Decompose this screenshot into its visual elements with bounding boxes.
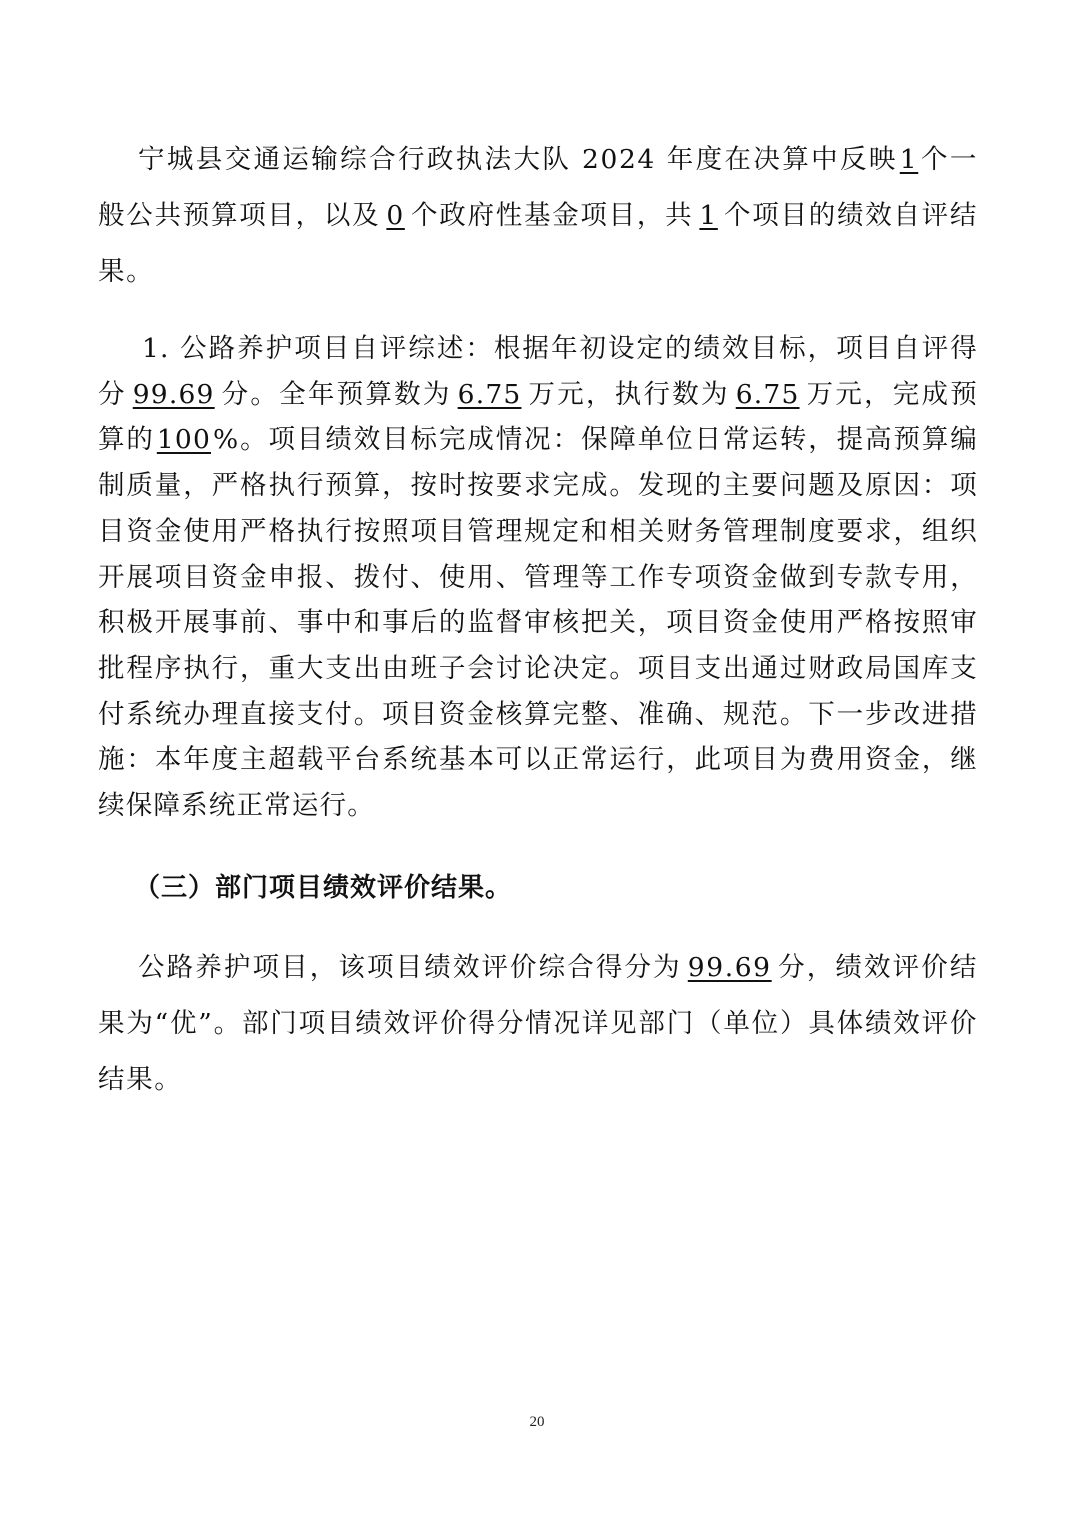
summary-text-3: 个政府性基金项目，共	[410, 200, 694, 231]
item1-text-5: %。项目绩效目标完成情况：保障单位日常运转，提高预算编制质量，严格执行预算，按时按要求完成。发现的主要问题及原因：项目资金使用严格执行按照项目管理规定和相关财务管理制度要求，组织开展项目资金申报、拨付、使用、管理等工作专项资金做到专款专用，积极开展事前、事中和事后的监督审核把关，项目资金使用严格按照审批程序执行，重大支出由班子会讨论决定。项目支出通过财政局国库支付系统办理直接支付。项目资金核算完整、准确、规范。下一步改进措施：本年度主超载平台系统基本可以正常运行，此项目为费用资金，继续保障系统正常运行。	[98, 424, 978, 822]
self-evaluation-score: 99.69	[132, 378, 215, 410]
budget-completion-rate: 100	[156, 424, 212, 456]
result-text-1: 公路养护项目，该项目绩效评价综合得分为	[138, 952, 682, 983]
total-project-count: 1	[699, 200, 718, 231]
annual-budget-amount: 6.75	[457, 378, 522, 410]
item1-text-2: 分。全年预算数为	[220, 378, 452, 410]
department-evaluation-result-paragraph	[98, 940, 978, 1108]
project-summary-paragraph	[98, 132, 978, 300]
summary-text-4: 个项目的绩效自评结果。	[98, 200, 979, 287]
general-budget-project-count: 1	[899, 144, 919, 175]
summary-text-2: 个一般公共预算项目，以及	[98, 144, 979, 231]
comprehensive-evaluation-score: 99.69	[687, 952, 772, 983]
item1-text-4: 万元，完成预算的	[98, 378, 979, 456]
page-number: 20	[529, 1414, 545, 1430]
executed-amount: 6.75	[735, 378, 800, 410]
item1-text-1: 1. 公路养护项目自评综述：根据年初设定的绩效目标，项目自评得分	[98, 333, 978, 410]
section-heading: （三）部门项目绩效评价结果。	[134, 873, 513, 903]
result-text-2: 分，绩效评价结果为“优”。部门项目绩效评价得分情况详见部门（单位）具体绩效评价结果。	[98, 952, 978, 1095]
government-fund-project-count: 0	[386, 200, 405, 231]
road-maintenance-self-evaluation-paragraph	[98, 326, 978, 829]
summary-text-1: 宁城县交通运输综合行政执法大队 2024 年度在决算中反映	[138, 144, 898, 175]
item1-text-3: 万元，执行数为	[527, 378, 730, 410]
